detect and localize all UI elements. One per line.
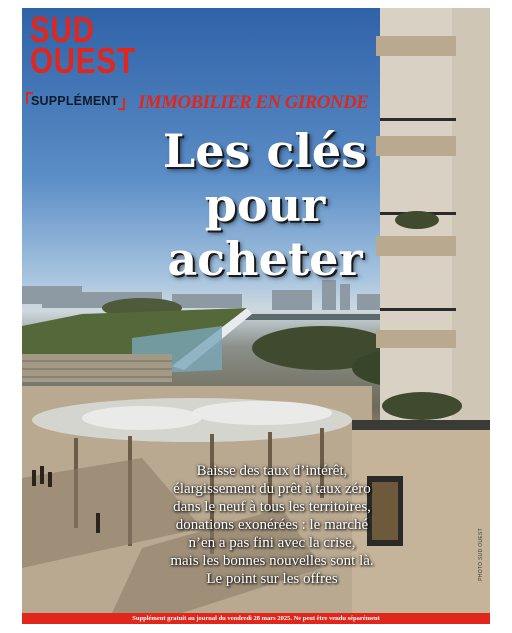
footer-banner: Supplément gratuit au journal du vendredi 28 mars 2025. Ne peut être vendu séparément [22,613,490,624]
headline-line: Les clés [162,124,368,178]
cover-headline [140,124,390,286]
cover [22,8,490,613]
photo-credit: PHOTO SUD OUEST [478,528,484,581]
intro-line: mais les bonnes nouvelles sont là. [170,553,374,569]
logo-line-sud: SUD [30,9,95,50]
supplement-tag: SUPPLÉMENT [31,94,119,108]
intro-line: Le point sur les offres [206,571,338,587]
intro-line: Baisse des taux d’intérêt, [196,463,348,479]
cover-intro-text [132,462,412,588]
intro-line: donations exonérées : le marché [175,517,369,533]
intro-line: n’en a pas fini avec la crise, [188,535,356,551]
section-kicker: IMMOBILIER EN GIRONDE [138,92,369,113]
logo-line-ouest: OUEST [30,40,136,81]
intro-line: dans le neuf à tous les territoires, [173,499,371,515]
headline-line: pour [204,178,326,232]
intro-line: élargissement du prêt à taux zéro [173,481,371,497]
sud-ouest-logo [30,9,159,81]
headline-line: acheter [167,232,363,286]
bridge [232,314,382,320]
